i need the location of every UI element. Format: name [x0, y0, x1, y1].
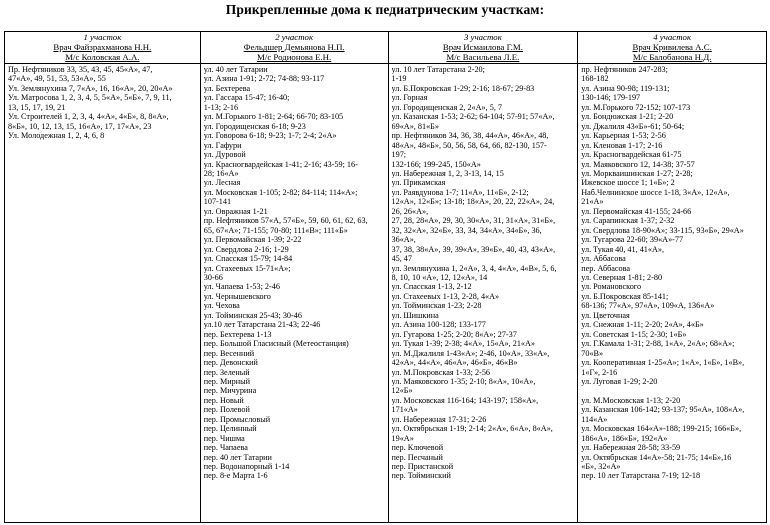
address-line: 197;: [391, 150, 407, 160]
address-line: ул. Прикамская: [391, 178, 446, 188]
address-line: пер. 40 лет Татарии: [203, 452, 272, 462]
address-line: Ижевское шоссе 1; 1«Б»; 2: [581, 178, 675, 188]
address-line: ул. Октябрьская 1-19; 2-14; 2«А», 6«А», 8«А»,: [391, 424, 553, 434]
address-line: ул. 10 лет Татарстана 2-20;: [391, 65, 485, 74]
address-line: 132-166; 199-245, 150«А»: [391, 159, 481, 169]
address-line: ул. Кленовая 1-17; 2-16: [581, 140, 663, 150]
address-line: пер. Промысловый: [203, 414, 271, 424]
address-line: пер. Девонский: [203, 358, 258, 368]
address-line: пер. Целинный: [203, 424, 257, 434]
address-line: ул. 40 лет Татарии: [203, 65, 268, 74]
district-column-1: [5, 32, 201, 522]
address-line: пер. Мирный: [203, 376, 250, 386]
address-line: ул. Снежная 1-11; 2-20; 2«А», 4«Б»: [581, 320, 704, 330]
nurse-name: М/с Родионова Е.Н.: [257, 52, 332, 63]
address-line: Ул. Строителей 1, 2, 3, 4, 4«А», 4«Б», 8, 8«А»,: [8, 112, 169, 122]
district-column-3: [389, 32, 579, 522]
address-line: 12«А», 12«Б»; 13-18; 18«А», 20, 22, 22«А», 24,: [391, 197, 555, 207]
address-line: пер. Зеленый: [203, 367, 250, 377]
nurse-name: М/с Васильева Л.Е.: [446, 52, 520, 63]
address-line: пер. Весенний: [203, 348, 255, 358]
address-line: ул. Московская 164«А»-188; 199-215; 166«Б»,: [581, 424, 742, 434]
address-line: «Б», 32«А»: [581, 462, 621, 472]
address-line: 27, 28, 28«А», 29, 30, 30«А», 31, 31«А», 31«Б»,: [391, 216, 556, 226]
column-header: [5, 32, 200, 64]
address-line: 48«А», 48«Б», 50, 56, 58, 64, 66, 82-130, 157-: [391, 140, 547, 150]
address-line: 26, 26«А»,: [391, 206, 429, 216]
address-line: ул. Сарапинская 1-37; 2-32: [581, 216, 675, 226]
address-line: 107-141: [203, 197, 232, 207]
address-line: ул. Б.Покровская 1-29; 2-16; 18-67; 29-83: [391, 83, 535, 93]
address-line: 70«В»: [581, 348, 604, 358]
address-line: 28; 16«А»: [203, 168, 239, 178]
address-line: ул. Набережная 28-58; 33-59: [581, 443, 681, 453]
address-line: 13, 15, 17, 19, 21: [8, 102, 66, 112]
address-line: ул. Тойминская 1-23; 2-28: [391, 301, 482, 311]
address-line: пер. 10 лет Татарстана 7-19; 12-18: [581, 471, 701, 481]
doctor-name: Врач Файзрахманова Н.Н.: [53, 42, 152, 53]
address-line: ул. Кооперативная 1-25«А»; 1«А», 1«Б», 1«В»,: [581, 358, 745, 368]
address-line: пер. Новый: [203, 395, 244, 405]
address-line: 30-66: [203, 272, 223, 282]
address-line: ул. Городищенская 2, 2«А», 5, 7: [391, 102, 503, 112]
district-column-4: [578, 32, 767, 522]
address-line: ул. М.Горького 72-152; 107-173: [581, 102, 691, 112]
address-line: ул. Карьерная 1-53; 2-56: [581, 131, 666, 141]
address-line: 8, 10, 10 «А», 12, 12«А», 14: [391, 272, 488, 282]
address-line: пер. Пристанской: [391, 462, 454, 472]
address-line: ул. Тукая 40, 41, 41«А»,: [581, 244, 665, 254]
column-header: [201, 32, 388, 64]
address-line: ул. Овражная 1-21: [203, 206, 268, 216]
address-line: ул. Азина 100-128; 133-177: [391, 320, 486, 330]
address-line: ул. Красногвардейская 61-75: [581, 150, 682, 160]
address-line: [581, 386, 764, 395]
address-line: 168-182: [581, 74, 609, 84]
address-line: пер. Бехтерева 1-13: [203, 329, 272, 339]
address-line: ул. Маяковского 12, 14-38; 37-57: [581, 159, 695, 169]
doctor-name: Фельдшер Демьянова Н.П.: [243, 42, 345, 53]
address-line: ул. М.Московская 1-13; 2-20: [581, 395, 681, 405]
address-line: пер. Большой Гласисный (Метеостанция): [203, 339, 349, 349]
address-line: пер. Тойминский: [391, 471, 451, 481]
address-line: 1«Г», 2-16: [581, 367, 618, 377]
address-line: 1-13; 2-16: [203, 102, 239, 112]
address-line: 36«А»,: [391, 235, 416, 245]
column-header: [389, 32, 578, 64]
address-line: ул. М.Горького 1-81; 2-64; 66-70; 83-105: [203, 112, 344, 122]
address-line: пер. Аббасова: [581, 263, 631, 273]
address-line: 65, 67«А»; 71-155; 70-80; 111«В»; 111«Б»: [203, 225, 348, 235]
address-line: ул. Свердлова 18-90«А»; 33-115, 93«Б», 29«А»: [581, 225, 744, 235]
address-line: пер. Чапаева: [203, 443, 248, 453]
address-line: ул. Набережная 1, 2, 3-13, 14, 15: [391, 168, 504, 178]
address-line: Наб.Челнинское шоссе 1-18, 3«А», 12«А»,: [581, 187, 730, 197]
address-line: ул. Первомайская 41-155; 24-66: [581, 206, 692, 216]
column-header: [578, 32, 766, 64]
address-line: ул. Гассара 15-47; 16-40;: [203, 93, 290, 103]
address-line: пер. Мичурина: [203, 386, 257, 396]
address-line: ул. Говорова 6-18; 9-23; 1-7; 2-4; 2«А»: [203, 131, 337, 141]
address-line: ул. Советская 1-15; 2-30; 1«Б»: [581, 329, 687, 339]
address-line: ул. Дуровой: [203, 150, 246, 160]
address-line: 114«А»: [581, 414, 608, 424]
address-line: ул. Гафури: [203, 140, 242, 150]
address-line: 69«А», 81«Б»: [391, 121, 439, 131]
address-line: пр. Нефтяников 57«А, 57«Б», 59, 60, 61, 62, 63,: [203, 216, 368, 226]
address-line: ул. Бондюжская 1-21; 2-20: [581, 112, 674, 122]
address-line: 21«А»: [581, 197, 604, 207]
page-title: Прикрепленные дома к педиатрическим участкам:: [225, 2, 545, 17]
address-line: ул. Лесная: [203, 178, 241, 188]
nurse-name: М/с Коловская А.А.: [65, 52, 140, 63]
district-column-2: [201, 32, 389, 522]
address-list: [5, 64, 200, 141]
address-line: 12«Б»: [391, 386, 413, 396]
address-line: пер. Полевой: [203, 405, 250, 415]
address-line: ул. Землянухина 1, 2«А», 3, 4, 4«А», 4«В», 5, 6,: [391, 263, 557, 273]
address-line: ул. Спасская 1-13, 2-12: [391, 282, 472, 292]
address-line: 1-19: [391, 74, 407, 84]
address-line: ул. Азина 1-91; 2-72; 74-88; 93-117: [203, 74, 325, 84]
address-line: ул. Московская 1-105; 2-82; 84-114; 114«А»;: [203, 187, 358, 197]
address-line: ул. Горная: [391, 93, 428, 103]
address-line: ул. Чехова: [203, 301, 240, 311]
address-line: ул. Казанская 1-53; 2-62; 64-104; 57-91; 57«А»,: [391, 112, 555, 122]
address-line: ул. Московская 116-164; 143-197; 158«А»,: [391, 395, 539, 405]
address-line: пер. Песчаный: [391, 452, 443, 462]
address-line: ул. Раявдунова 1-7; 11«А», 11«Б», 2-12;: [391, 187, 529, 197]
address-line: Ул. Землянухина 7, 7«А», 16, 16«А», 20, 20«А»: [8, 83, 173, 93]
address-line: ул. Чернышевского: [203, 291, 271, 301]
address-line: Пр. Нефтяников 33, 35, 43, 45, 45«А», 47,: [8, 65, 153, 74]
address-list: [201, 64, 388, 481]
address-line: Ул. Молодежная 1, 2, 4, 6, 8: [8, 131, 105, 141]
address-line: ул. Городищенская 6-18; 9-23: [203, 121, 306, 131]
address-line: ул. Казанская 106-142; 93-137; 95«А», 108«А»,: [581, 405, 745, 415]
address-line: 42«А», 44«А», 46«А», 46«Б», 46«В»: [391, 358, 518, 368]
address-line: ул. Чапаева 1-53; 2-46: [203, 282, 280, 292]
address-line: ул. Аббасова: [581, 254, 626, 264]
address-line: ул. Северная 1-81; 2-80: [581, 272, 663, 282]
address-line: ул. Первомайская 1-39; 2-22: [203, 235, 302, 245]
address-line: ул. Шишкина: [391, 310, 439, 320]
section-number: 4 участок: [653, 32, 692, 42]
address-line: пер. Чишма: [203, 433, 245, 443]
doctor-name: Врач Исмаилова Г.М.: [442, 42, 523, 53]
address-line: ул. Луговая 1-29; 2-20: [581, 376, 658, 386]
address-line: ул. Джалиля 43«Б»-61; 50-64;: [581, 121, 685, 131]
section-number: 3 участок: [463, 32, 502, 42]
address-line: ул. Г.Камала 1-31; 2-88, 1«А», 2«А»; 68«А»;: [581, 339, 735, 349]
address-line: ул. Гугарова 1-25; 2-20; 8«А»; 27-37: [391, 329, 517, 339]
address-line: ул. Стахеевых 15-71«А»;: [203, 263, 291, 273]
address-line: 186«А», 186«Б», 192«А»: [581, 433, 668, 443]
address-line: ул. М.Покровская 1-33; 2-56: [391, 367, 491, 377]
address-line: ул. Тойминская 25-43; 30-46: [203, 310, 302, 320]
districts-table: [4, 31, 767, 523]
address-line: Ул. Матросова 1, 2, 3, 4, 5, 5«А», 5«Б», 7, 9, 11,: [8, 93, 172, 103]
section-number: 2 участок: [275, 32, 314, 42]
address-line: 68-136; 77«А», 97«А», 109«А, 136«А»: [581, 301, 715, 311]
address-line: ул. Тукая 1-39; 2-38; 4«А», 15«А», 21«А»: [391, 339, 536, 349]
address-line: ул. Спасская 15-79; 14-84: [203, 254, 293, 264]
address-line: пер. Ключевой: [391, 443, 444, 453]
address-list: [389, 64, 578, 481]
address-line: ул. Маяковского 1-35; 2-10; 8«А», 10«А»,: [391, 376, 536, 386]
address-line: ул.10 лет Татарстана 21-43; 22-46: [203, 320, 321, 330]
address-line: 171«А»: [391, 405, 418, 415]
address-line: 45, 47: [391, 254, 412, 264]
address-line: 37, 38, 38«А», 39, 39«А», 39«Б», 40, 43, 43«А»,: [391, 244, 556, 254]
address-line: пр. Нефтяников 34, 36, 38, 44«А», 46«А», 48,: [391, 131, 549, 141]
address-line: ул. Б.Покровская 85-141;: [581, 291, 669, 301]
address-line: 130-146; 179-197: [581, 93, 641, 103]
address-line: 19«А»: [391, 433, 414, 443]
address-line: пр. Нефтяников 247-283;: [581, 65, 668, 74]
address-line: 47«А», 49, 51, 53, 53«А», 55: [8, 74, 106, 84]
address-line: ул. Бехтерева: [203, 83, 251, 93]
doctor-name: Врач Кривилева А.С.: [632, 42, 712, 53]
address-line: ул. Романовского: [581, 282, 642, 292]
address-line: ул. Стахеевых 1-13, 2-28, 4«А»: [391, 291, 500, 301]
address-line: ул. Октябрьская 14«А»-58; 21-75; 14«Б»,16: [581, 452, 732, 462]
address-line: ул. Тугарова 22-60; 39«А»-77: [581, 235, 684, 245]
address-list: [578, 64, 766, 481]
address-line: ул. Азина 90-98; 119-131;: [581, 83, 670, 93]
address-line: пер. 8-е Марта 1-6: [203, 471, 268, 481]
section-number: 1 участок: [83, 32, 122, 42]
address-line: ул. Моркваишинская 1-27; 2-28;: [581, 168, 693, 178]
address-line: ул. Свердлова 2-16; 1-29: [203, 244, 289, 254]
address-line: ул. Набережная 17-31; 2-26: [391, 414, 487, 424]
address-line: ул. Цветочная: [581, 310, 630, 320]
nurse-name: М/с Балобанова Н.Д.: [632, 52, 712, 63]
address-line: 32, 32«А», 32«Б», 33, 34, 34«А», 34«Б», 36,: [391, 225, 542, 235]
address-line: ул. М.Джалиля 1-43«А»; 2-46, 10«А», 33«А»,: [391, 348, 550, 358]
address-line: ул. Красногвардейская 1-41; 2-16; 43-59; 16-: [203, 159, 358, 169]
address-line: 8«Б», 10, 12, 13, 15, 16«А», 17, 17«А», 23: [8, 121, 152, 131]
address-line: пер. Водонапорный 1-14: [203, 462, 290, 472]
